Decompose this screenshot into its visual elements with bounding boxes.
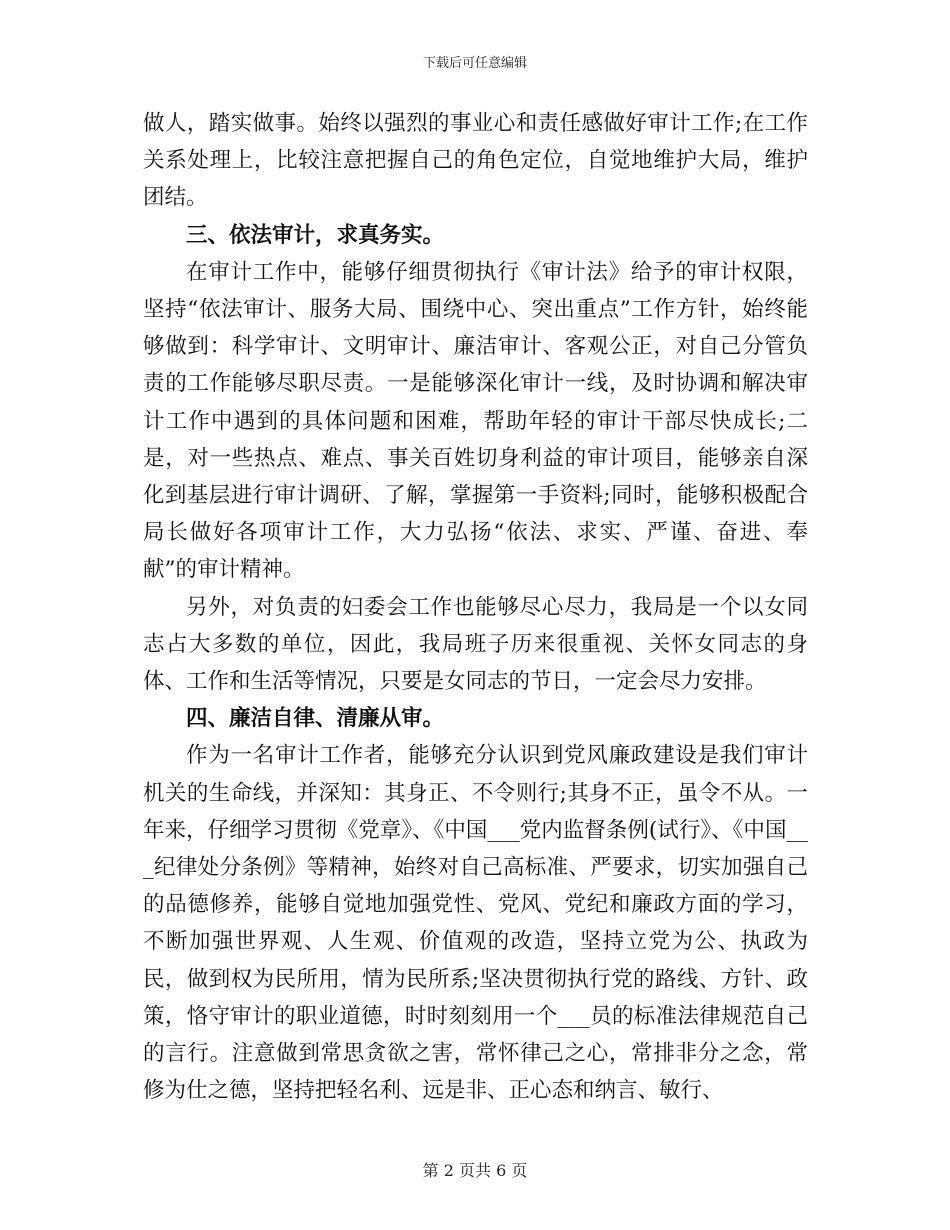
page-header: 下载后可任意编辑 bbox=[422, 56, 527, 71]
paragraph-womens-committee: 另外，对负责的妇委会工作也能够尽心尽力，我局是一个以女同志占大多数的单位，因此，我局班子历来很重视、关怀女同志的身体、工作和生活等情况，只要是女同志的节日，一定会尽力安排。 bbox=[143, 594, 808, 695]
paragraph-integrity: 作为一名审计工作者，能够充分认识到党风廉政建设是我们审计机关的生命线，并深知：其身正、不令则行;其身不正，虽令不从。一年来，仔细学习贯彻《党章》、《中国___党内监督条例(试行》、《中国___纪律处分条例》等精神，始终对自己高标准、严要求，切实加强自己的品德修养，能够自觉地加强党性、党风、党纪和廉政方面的学习，不断加强世界观、人生观、价值观的改造，坚持立党为公、执政为民，做到权为民所用，情为民所系;坚决贯彻执行党的路线、方针、政策，恪守审计的职业道德，时时刻刻用一个___员的标准法律规范自己的言行。注意做到常思贪欲之害，常怀律己之心，常排非分之念，常修为仕之德，坚持把轻名利、远是非、正心态和纳言、敏行、 bbox=[143, 743, 808, 1104]
paragraph-continuation: 做人，踏实做事。始终以强烈的事业心和责任感做好审计工作;在工作关系处理上，比较注意把握自己的角色定位，自觉地维护大局，维护团结。 bbox=[143, 111, 808, 211]
section-heading-3: 三、依法审计，求真务实。 bbox=[186, 222, 445, 248]
paragraph-audit-work: 在审计工作中，能够仔细贯彻执行《审计法》给予的审计权限，坚持“依法审计、服务大局、围绕中心、突出重点”工作方针，始终能够做到：科学审计、文明审计、廉洁审计、客观公正，对自己分管负责的工作能够尽职尽责。一是能够深化审计一线，及时协调和解决审计工作中遇到的具体问题和困难，帮助年轻的审计干部尽快成长;二是，对一些热点、难点、事关百姓切身利益的审计项目，能够亲自深化到基层进行审计调研、了解，掌握第一手资料;同时，能够积极配合局长做好各项审计工作，大力弘扬“依法、求实、严谨、奋进、奉献”的审计精神。 bbox=[143, 259, 808, 583]
section-heading-4: 四、廉洁自律、清廉从审。 bbox=[186, 706, 445, 732]
page-number: 第 2 页共 6 页 bbox=[422, 1161, 528, 1180]
document-body bbox=[143, 105, 808, 1109]
